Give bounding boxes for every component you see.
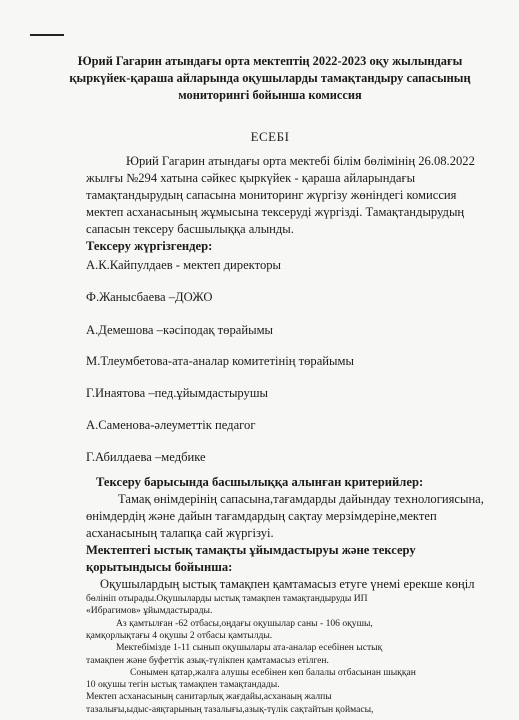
body-line: Сонымен қатар,жалға алушы есебінен көп балалы отбасынан шыққан (130, 666, 416, 678)
criteria-line: өнімдердің және дайын тағамдардың сақтау мерзімдеріне,мектеп (86, 509, 437, 523)
intro-line: Юрий Гагарин атындағы орта мектебі білім бөлімінің 26.08.2022 (126, 154, 475, 168)
intro-line: мектеп асханасының жұмысына тексеруді жүргізді. Тамақтандырудың (86, 205, 465, 219)
section-heading: қорытындысы бойынша: (86, 560, 233, 574)
body-line: Мектебімізде 1-11 сынып оқушылары ата-аналар есебінен ыстық (116, 642, 383, 654)
inspector-item: М.Тлеумбетова-ата-аналар комитетінің төрайымы (86, 354, 354, 368)
inspector-item: А.Демешова –кәсіподақ төрайымы (86, 323, 273, 337)
report-heading: ЕСЕБІ (250, 129, 290, 144)
body-line: Оқушылардың ыстық тамақпен қамтамасыз етуге үнемі ерекше көңіл (100, 577, 475, 591)
body-line: Мектеп асханасының санитарлық жағдайы,асханаың жалпы (86, 691, 332, 703)
inspectors-heading: Тексеру жүргізгендер: (86, 239, 213, 253)
body-line: қамқорлықтағы 4 оқушы 2 отбасы қамтылды. (86, 629, 273, 641)
corner-line (30, 34, 64, 36)
body-line: 10 оқушы тегін ыстық тамақпен тамақтандады. (86, 679, 280, 691)
body-line: тамақпен және буфеттік азық-түлікпен қамтамасыз етілген. (86, 654, 329, 666)
inspector-item: Г.Абилдаева –медбике (86, 450, 206, 464)
criteria-line: Тамақ өнімдерінің сапасына,тағамдарды дайындау технологиясына, (118, 492, 484, 506)
inspector-item: Ф.Жанысбаева –ДОЖО (86, 290, 213, 304)
body-line: бөлініп отырады.Оқушыларды ыстық тамақпен тамақтандыруды ИП (86, 593, 368, 604)
body-line: Аз қамтылған -62 отбасы,оңдағы оқушылар саны - 106 оқушы, (116, 617, 373, 629)
document-title (60, 53, 480, 104)
body-line: тазалығы,ыдыс-аяқтарының тазалығы,азық-түлік сақтайтын қоймасы, (86, 703, 374, 715)
title-line: Юрий Гагарин атындағы орта мектептің 2022-2023 оқу жылындағы (77, 54, 463, 68)
title-line: мониторингі бойынша комиссия (178, 88, 362, 102)
intro-line: жылғы №294 хатына сәйкес қыркүйек - қараша айларындағы (86, 171, 416, 185)
criteria-line: асханасының талапқа сай жүргізуі. (86, 526, 274, 540)
title-line: қыркүйек-қараша айларында оқушыларды тамақтандыру сапасының (69, 71, 471, 85)
body-line: «Ибрагимов» ұйымдастырады. (86, 605, 213, 617)
criteria-heading: Тексеру барысында басшылыққа алынған критерийлер: (96, 475, 424, 489)
intro-line: сапасын тексеру басшылыққа алынды. (86, 222, 294, 236)
inspector-item: А.К.Кайпулдаев - мектеп директоры (86, 258, 282, 272)
inspector-item: Г.Инаятова –пед.ұйымдастырушы (86, 386, 268, 400)
intro-line: тамақтандырудың сапасына мониторинг жүргізу жөніндегі комиссия (86, 188, 457, 202)
section-heading: Мектептегі ыстық тамақты ұйымдастыруы және тексеру (86, 543, 416, 557)
inspector-item: А.Саменова-әлеуметтік педагог (86, 418, 256, 432)
